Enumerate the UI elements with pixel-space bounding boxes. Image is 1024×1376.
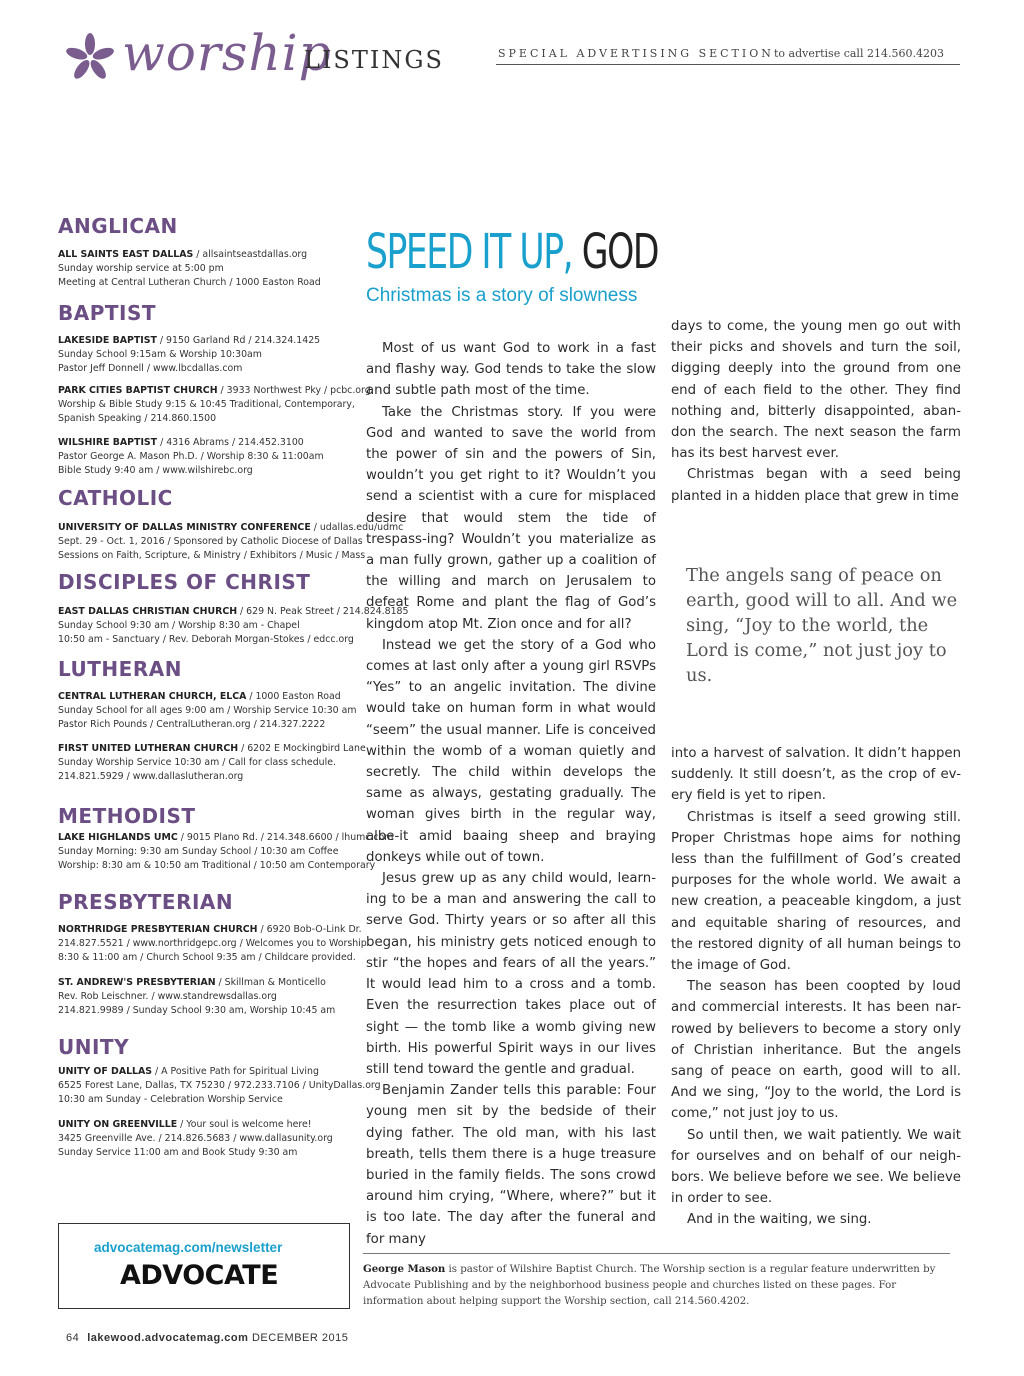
header-divider [496, 64, 960, 65]
listing-entry [58, 334, 358, 377]
listing-entry [58, 831, 394, 874]
listing-line: 3425 Greenville Ave. / 214.826.5683 / www.dallasunity.org [58, 1133, 333, 1145]
listing-title: UNIVERSITY OF DALLAS MINISTRY CONFERENCE [58, 522, 311, 533]
category-heading: CATHOLIC [58, 486, 173, 510]
listing-line: Sunday Service 11:00 am and Book Study 9:30 am [58, 1147, 298, 1159]
listing-entry [58, 1118, 358, 1161]
listing-line: / 3933 Northwest Pky / pcbc.org [217, 385, 371, 396]
article-column-2-bottom [671, 743, 961, 1231]
listing-line: Sept. 29 - Oct. 1, 2016 / Sponsored by Catholic Diocese of Dallas [58, 536, 363, 548]
listing-line: Sessions on Faith, Scripture, & Ministry / Exhibitors / Music / Mass [58, 550, 366, 562]
listing-entry [58, 248, 358, 291]
paragraph: Instead we get the story of a God who comes at last only after a young girl RSVPs “Yes” to an angelic invitation. The divine would take on human form in what would “seem” the usual manner. Life is conceived within the womb of a woman quietly and secretly. The child within develops the same as always, gestating gradually. The woman gives birth in the regular way, albe-it amid baaing sheep and braying donkeys while out of town. [366, 637, 656, 865]
listing-title: EAST DALLAS CHRISTIAN CHURCH [58, 606, 238, 617]
listing-line: Sunday School 9:30 am / Worship 8:30 am - Chapel [58, 620, 300, 632]
listing-line: 214.821.9989 / Sunday School 9:30 am, Worship 10:45 am [58, 1005, 336, 1017]
paragraph: The season has been coopted by loud and commercial interests. It has been nar-rowed by believers to become a story only of Christian inheritance. But the angels sang of peace on earth, good will to all. And we sing, “Joy to the world, the Lord is come,” not just joy to us. [671, 979, 961, 1122]
listing-line: 10:30 am Sunday - Celebration Worship Service [58, 1094, 283, 1106]
listing-line: / 9015 Plano Rd. / 214.348.6600 / lhumc.com [177, 832, 394, 843]
listing-line: 214.821.5929 / www.dallaslutheran.org [58, 771, 244, 783]
listing-title: UNITY OF DALLAS [58, 1066, 153, 1077]
listing-entry [58, 742, 366, 785]
listing-title: LAKE HIGHLANDS UMC [58, 832, 178, 843]
advocate-logo: ADVOCATE [120, 1260, 279, 1291]
listing-title: FIRST UNITED LUTHERAN CHURCH [58, 743, 239, 754]
listing-title: LAKESIDE BAPTIST [58, 335, 157, 346]
listing-line: / 1000 Easton Road [246, 691, 341, 702]
article-title [366, 222, 658, 282]
listing-title: ST. ANDREW'S PRESBYTERIAN [58, 977, 216, 988]
listing-line: / 9150 Garland Rd / 214.324.1425 [156, 335, 321, 346]
paragraph: Take the Christmas story. If you were God and wanted to save the world from the power of sin and the powers of Sin, wouldn’t you get right to it? Wouldn’t you send a scientist with a cure for misplaced desire that would stem the tide of trespass-ing? Wouldn’t you materialize as a man fully grown, gather up a coalition of the willing and march on Jerusalem to defeat Rome and plant the flag of God’s kingdom atop Mt. Zion once and for all? [366, 404, 656, 632]
listing-line: / Your soul is welcome here! [177, 1119, 312, 1130]
listing-line: Pastor George A. Mason Ph.D. / Worship 8:30 & 11:00am [58, 451, 324, 463]
paragraph: Christmas is itself a seed growing still. Proper Christmas hope aims for nothing less than the fulfillment of God’s created purposes for the whole world. We await a new creation, a peaceable kingdom, a just and equitable sharing of resources, and the restored dignity of all human beings to the image of God. [671, 809, 961, 974]
flower-icon [62, 30, 118, 86]
paragraph: Most of us want God to work in a fast and flashy way. God tends to take the slow and subtle path most of the time. [366, 341, 656, 399]
listing-line: Sunday School for all ages 9:00 am / Worship Service 10:30 am [58, 705, 357, 717]
category-heading: DISCIPLES OF CHRIST [58, 570, 311, 594]
listing-entry [58, 1065, 381, 1108]
listing-line: Meeting at Central Lutheran Church / 1000 Easton Road [58, 277, 321, 289]
listing-entry [58, 521, 404, 564]
listing-line: 6525 Forest Lane, Dallas, TX 75230 / 972.233.7106 / UnityDallas.org [58, 1080, 381, 1092]
paragraph: And in the waiting, we sing. [687, 1212, 872, 1228]
listing-title: UNITY ON GREENVILLE [58, 1119, 178, 1130]
pull-quote: The angels sang of peace on earth, good will to all. And we sing, “Joy to the world, the Lord is come,” not just joy to us. [686, 565, 958, 686]
listing-title: ALL SAINTS EAST DALLAS [58, 249, 194, 260]
listing-title: WILSHIRE BAPTIST [58, 437, 158, 448]
category-heading: UNITY [58, 1035, 130, 1059]
page-footer [66, 1332, 348, 1344]
special-section-label: SPECIAL ADVERTISING SECTION [498, 47, 774, 60]
paragraph: So until then, we wait patiently. We wait for ourselves and on behalf of our neigh-bors. We believe before we see. We believe in order to see. [671, 1127, 961, 1207]
article-title-part1: SPEED IT UP, [366, 224, 573, 280]
listing-line: 8:30 & 11:00 am / Church School 9:35 am / Childcare provided. [58, 952, 356, 964]
listing-line: / udallas.edu/udmc [310, 522, 404, 533]
author-bio: is pastor of Wilshire Baptist Church. The Worship section is a regular feature underwritten by Advocate Publishing and by the neighborhood business people and churches listed on these pages. For information about helping support the Worship section, call 214.560.4202. [363, 1264, 936, 1307]
listing-line: Bible Study 9:40 am / www.wilshirebc.org [58, 465, 253, 477]
listing-line: Sunday Morning: 9:30 am Sunday School / 10:30 am Coffee [58, 846, 339, 858]
author-byline [363, 1261, 953, 1310]
advertise-contact: to advertise call 214.560.4203 [774, 47, 944, 60]
listing-line: Sunday worship service at 5:00 pm [58, 263, 224, 275]
listing-line: / 4316 Abrams / 214.452.3100 [157, 437, 304, 448]
listing-line: / 6202 E Mockingbird Lane [238, 743, 366, 754]
listing-entry [58, 384, 371, 427]
listing-line: Spanish Speaking / 214.860.1500 [58, 413, 217, 425]
listing-line: / allsaintseastdallas.org [193, 249, 308, 260]
footer-site: lakewood.advocatemag.com [87, 1332, 249, 1344]
listing-entry [58, 923, 367, 966]
listing-entry [58, 976, 358, 1019]
listing-line: Sunday Worship Service 10:30 am / Call for class schedule. [58, 757, 336, 769]
category-heading: BAPTIST [58, 301, 157, 325]
listing-title: CENTRAL LUTHERAN CHURCH, ELCA [58, 691, 247, 702]
listing-line: / 6920 Bob-O-Link Dr. [257, 924, 362, 935]
listing-entry [58, 690, 358, 733]
paragraph: Christmas began with a seed being planted in a hidden place that grew in time [671, 467, 961, 504]
paragraph: into a harvest of salvation. It didn’t happen suddenly. It still doesn’t, as the crop of ev-ery field is yet to ripen. [671, 746, 961, 804]
category-heading: METHODIST [58, 804, 196, 828]
article-column-2-top [671, 316, 961, 507]
category-heading: PRESBYTERIAN [58, 890, 234, 914]
listing-entry [58, 605, 409, 648]
listing-title: PARK CITIES BAPTIST CHURCH [58, 385, 218, 396]
newsletter-link[interactable]: advocatemag.com/newsletter [94, 1240, 283, 1255]
listing-line: / A Positive Path for Spiritual Living [152, 1066, 319, 1077]
article-title-part2: GOD [572, 224, 659, 280]
category-heading: LUTHERAN [58, 657, 182, 681]
author-name: George Mason [363, 1263, 446, 1275]
category-heading: ANGLICAN [58, 214, 178, 238]
paragraph: days to come, the young men go out with their picks and shovels and turn the soil, digging deeply into the ground from one end of each field to the other. They find nothing and, bitterly disappointed, aban-don the search. The next season the farm has its best harvest ever. [671, 319, 961, 462]
byline-divider [363, 1253, 950, 1254]
listing-line: 10:50 am - Sanctuary / Rev. Deborah Morgan-Stokes / edcc.org [58, 634, 354, 646]
listing-line: Pastor Jeff Donnell / www.lbcdallas.com [58, 363, 243, 375]
listing-line: Sunday School 9:15am & Worship 10:30am [58, 349, 262, 361]
listing-line: / Skillman & Monticello [215, 977, 326, 988]
listing-line: Worship: 8:30 am & 10:50 am Traditional / 10:50 am Contemporary [58, 860, 376, 872]
page-number: 64 [66, 1332, 80, 1344]
paragraph: Benjamin Zander tells this parable: Four young men sit by the bedside of their dying father. The old man, with his last breath, tells them there is a huge treasure buried in the family fields. The sons crowd around him crying, “Where, where?” but it is too late. The day after the funeral and for many [366, 1083, 656, 1247]
section-subtitle: LISTINGS [304, 46, 444, 74]
listing-line: Worship & Bible Study 9:15 & 10:45 Traditional, Contemporary, [58, 399, 355, 411]
listing-line: / 629 N. Peak Street / 214.824.8185 [237, 606, 409, 617]
listing-title: NORTHRIDGE PRESBYTERIAN CHURCH [58, 924, 258, 935]
article-subtitle: Christmas is a story of slowness [366, 285, 638, 306]
listing-line: Pastor Rich Pounds / CentralLutheran.org / 214.327.2222 [58, 719, 326, 731]
section-title: worship [122, 24, 332, 82]
listing-line: 214.827.5521 / www.northridgepc.org / Welcomes you to Worship [58, 938, 367, 950]
footer-issue: DECEMBER 2015 [248, 1332, 349, 1344]
paragraph: Jesus grew up as any child would, learn-ing to be a man and answering the call to serve God. Thirty years or so after all this began, his ministry gets noticed enough to stir “the hopes and fears of all the years.” It would lead him to a cross and a tomb. Even the resurrection takes place out of sight — the tomb like a womb giving new birth. His powerful Spirit ways in our lives still tend toward the gentle and gradual. [366, 871, 656, 1077]
listing-line: Rev. Rob Leischner. / www.standrewsdallas.org [58, 991, 277, 1003]
listing-entry [58, 436, 358, 479]
article-column-1 [366, 338, 656, 1250]
